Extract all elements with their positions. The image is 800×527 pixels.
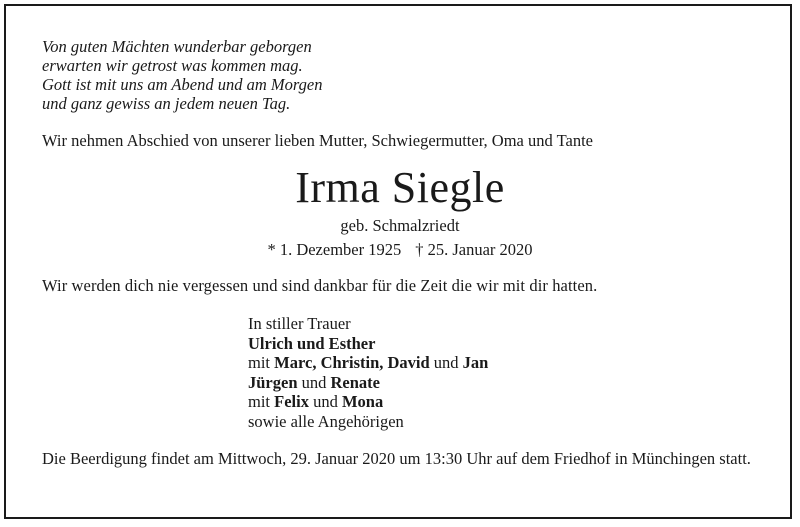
connector: mit (248, 392, 271, 411)
maiden-name: geb. Schmalzriedt (340, 216, 460, 235)
remembrance-text: Wir werden dich nie vergessen und sind dankbar für die Zeit die wir mit dir hatten. (42, 276, 598, 295)
poem (42, 37, 323, 113)
intro-text: Wir nehmen Abschied von unserer lieben Mutter, Schwiegermutter, Oma und Tante (42, 131, 593, 150)
deceased-name: Irma Siegle (295, 163, 505, 212)
mourner-names: Ulrich und Esther (248, 333, 376, 353)
poem-line: und ganz gewiss an jedem neuen Tag. (42, 94, 291, 113)
mourner-names: Renate (330, 372, 380, 392)
poem-line: erwarten wir getrost was kommen mag. (42, 56, 303, 75)
mourner-names: Jan (462, 353, 489, 372)
mourner-names: Felix (274, 392, 309, 411)
death-date: † 25. Januar 2020 (415, 240, 533, 259)
poem-line: Von guten Mächten wunderbar geborgen (42, 37, 312, 56)
mourner-line (248, 392, 488, 412)
mourner-line (248, 334, 488, 354)
mourner-names: Mona (341, 392, 384, 411)
mourner-line: sowie alle Angehörigen (248, 411, 404, 431)
birth-date: * 1. Dezember 1925 (267, 240, 402, 259)
funeral-info: Die Beerdigung findet am Mittwoch, 29. Januar 2020 um 13:30 Uhr auf dem Friedhof in Münchingen statt. (42, 449, 751, 468)
connector: mit (248, 353, 271, 372)
mourner-names: Jürgen (248, 372, 298, 392)
mourner-names: Marc, Christin, David (274, 353, 430, 372)
connector: und (313, 392, 338, 411)
poem-line: Gott ist mit uns am Abend und am Morgen (42, 75, 323, 94)
mourners-heading: In stiller Trauer (248, 314, 351, 333)
connector: und (301, 372, 327, 392)
mourner-line (248, 373, 488, 393)
mourners-block (248, 314, 488, 431)
life-dates (0, 240, 800, 260)
connector: und (433, 353, 459, 372)
mourner-line (248, 353, 488, 373)
